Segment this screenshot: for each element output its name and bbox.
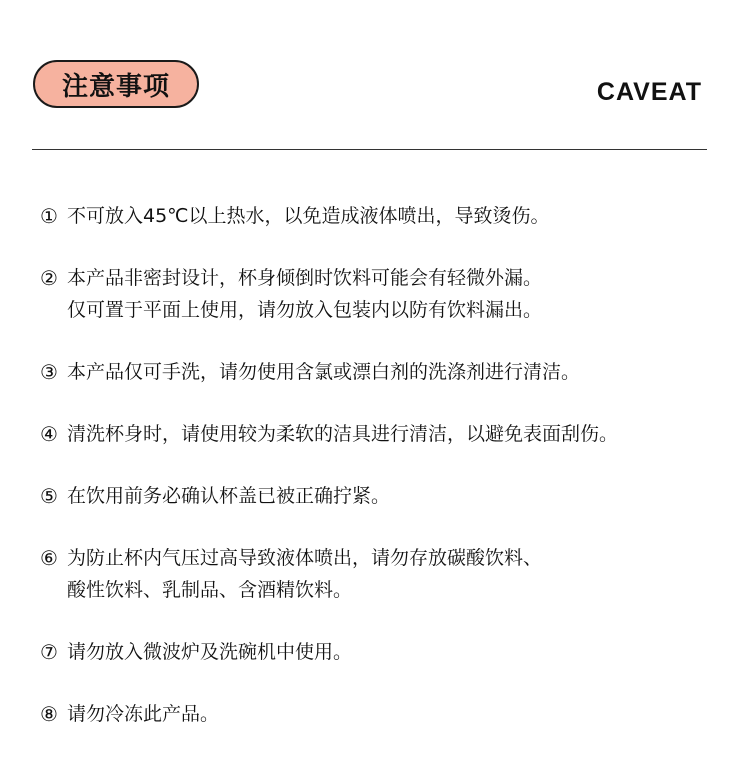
page-title: 注意事项 [33, 60, 199, 108]
note-line: 请勿放入微波炉及洗碗机中使用。 [67, 641, 353, 663]
note-number: ④ [40, 422, 58, 446]
note-line: 不可放入45℃以上热水，以免造成液体喷出，导致烫伤。 [67, 205, 550, 227]
note-line: 为防止杯内气压过高导致液体喷出，请勿存放碳酸饮料、 [67, 547, 543, 569]
note-line: 仅可置于平面上使用，请勿放入包装内以防有饮料漏出。 [67, 299, 543, 321]
note-item-1 [40, 200, 745, 232]
header-divider [32, 149, 707, 150]
note-text [67, 480, 390, 512]
note-line: 在饮用前务必确认杯盖已被正确拧紧。 [67, 485, 391, 507]
header [0, 0, 750, 150]
note-text [67, 356, 580, 388]
note-number: ⑤ [40, 484, 58, 508]
note-number: ② [40, 266, 58, 290]
note-line: 酸性饮料、乳制品、含酒精饮料。 [67, 579, 353, 601]
note-text [67, 200, 550, 232]
note-number: ① [40, 204, 58, 228]
caveat-subtitle: CAVEAT [596, 78, 702, 106]
note-item-2 [40, 262, 745, 326]
note-item-8 [40, 698, 745, 730]
note-text [67, 698, 219, 730]
note-text [67, 418, 618, 450]
note-line: 清洗杯身时，请使用较为柔软的洁具进行清洁，以避免表面刮伤。 [67, 423, 619, 445]
note-number: ⑦ [40, 640, 58, 664]
note-number: ⑥ [40, 546, 58, 570]
note-number: ⑧ [40, 702, 58, 726]
note-text [67, 542, 542, 606]
note-line: 本产品仅可手洗，请勿使用含氯或漂白剂的洗涤剂进行清洁。 [67, 361, 581, 383]
note-number: ③ [40, 360, 58, 384]
notes-list [40, 200, 745, 730]
note-text [67, 262, 542, 326]
note-line: 请勿冷冻此产品。 [67, 703, 220, 725]
note-text [67, 636, 352, 668]
note-item-3 [40, 356, 745, 388]
note-item-5 [40, 480, 745, 512]
note-line: 本产品非密封设计，杯身倾倒时饮料可能会有轻微外漏。 [67, 267, 543, 289]
note-item-6 [40, 542, 745, 606]
note-item-7 [40, 636, 745, 668]
note-item-4 [40, 418, 745, 450]
